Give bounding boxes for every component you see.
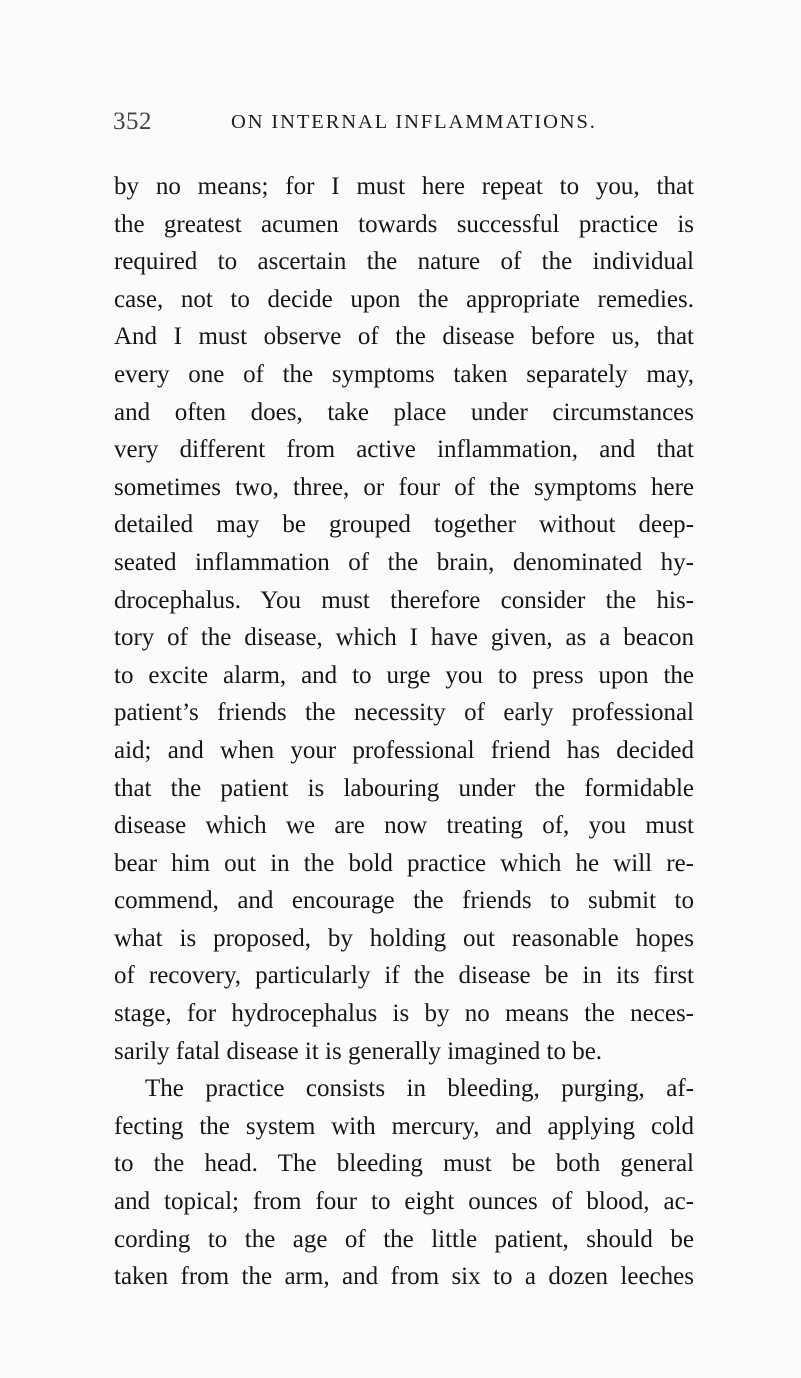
text-line: the greatest acumen towards successful practice is — [114, 210, 694, 238]
text-line: And I must observe of the disease before us, that — [114, 323, 694, 351]
text-line: of recovery, particularly if the disease be in its first — [114, 962, 694, 990]
text-line: to excite alarm, and to urge you to press upon the — [114, 661, 694, 689]
page-number: 352 — [113, 108, 152, 135]
text-line: cording to the age of the little patient, should be — [114, 1225, 694, 1253]
text-line: that the patient is labouring under the formidable — [114, 774, 694, 802]
text-line: very different from active inflammation, and that — [114, 436, 694, 464]
text-line: patient’s friends the necessity of early professional — [114, 699, 694, 727]
text-line: aid; and when your professional friend has decided — [114, 736, 694, 764]
text-line: drocephalus. You must therefore consider the his- — [114, 586, 694, 614]
running-head — [113, 108, 713, 144]
text-line: commend, and encourage the friends to submit to — [114, 887, 694, 915]
paragraph-end-line: sarily fatal disease it is generally imagined to be. — [114, 1037, 603, 1065]
running-title: ON INTERNAL INFLAMMATIONS. — [231, 111, 597, 133]
body-text — [114, 168, 694, 1296]
text-line: what is proposed, by holding out reasonable hopes — [114, 924, 694, 952]
text-line: taken from the arm, and from six to a dozen leeches — [114, 1263, 694, 1291]
text-line: to the head. The bleeding must be both general — [114, 1150, 694, 1178]
text-line: and often does, take place under circumstances — [114, 398, 694, 426]
text-line: stage, for hydrocephalus is by no means the neces- — [114, 1000, 694, 1028]
text-line: by no means; for I must here repeat to you, that — [114, 173, 694, 200]
text-line: required to ascertain the nature of the individual — [114, 248, 694, 276]
paragraph-start-line: The practice consists in bleeding, purging, af- — [145, 1075, 694, 1103]
text-line: seated inflammation of the brain, denominated hy- — [114, 548, 694, 576]
text-line: disease which we are now treating of, you must — [114, 812, 694, 840]
text-line: sometimes two, three, or four of the symptoms here — [114, 473, 694, 501]
text-line: bear him out in the bold practice which he will re- — [114, 849, 694, 877]
text-line: fecting the system with mercury, and applying cold — [114, 1112, 694, 1140]
text-line: and topical; from four to eight ounces of blood, ac- — [114, 1188, 694, 1216]
text-line: detailed may be grouped together without deep- — [114, 511, 694, 539]
text-line: every one of the symptoms taken separately may, — [114, 360, 694, 388]
text-line: tory of the disease, which I have given, as a beacon — [114, 624, 694, 652]
text-line: case, not to decide upon the appropriate remedies. — [114, 285, 694, 313]
